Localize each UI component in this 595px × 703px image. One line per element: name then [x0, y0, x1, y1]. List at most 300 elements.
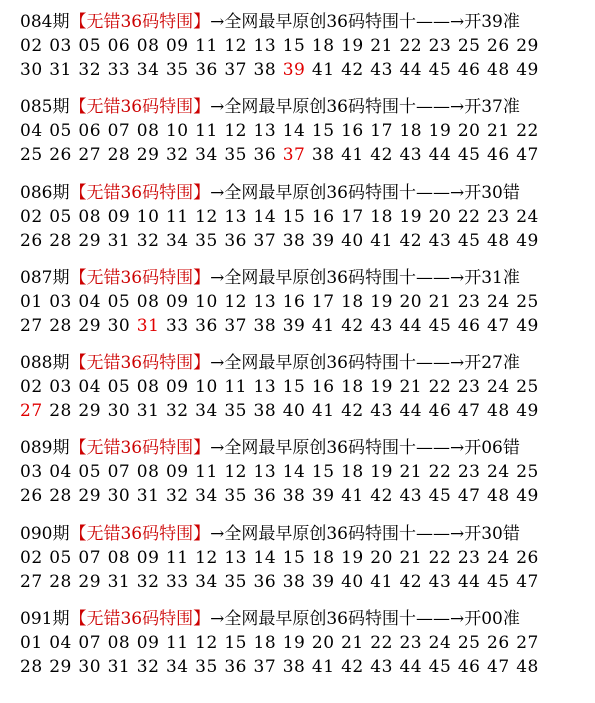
number-cell: 26 [487, 36, 510, 56]
number-cell: 31 [107, 657, 131, 677]
number-cell: 24 [516, 207, 539, 227]
number-cell: 11 [165, 207, 189, 227]
number-cell: 13 [224, 548, 247, 568]
number-cell: 32 [165, 145, 189, 165]
issue-headline: 全网最早原创36码特围十——→ [224, 97, 465, 117]
number-cell: 15 [282, 207, 306, 227]
number-cell: 01 [20, 633, 43, 653]
number-row [20, 205, 590, 229]
arrow-icon: → [210, 353, 225, 373]
number-cell: 23 [457, 377, 481, 397]
number-cell: 13 [253, 292, 277, 312]
number-cell: 14 [282, 121, 306, 141]
number-cell: 41 [341, 486, 364, 506]
arrow-icon: → [210, 12, 225, 32]
number-cell: 29 [78, 572, 102, 592]
number-cell: 43 [428, 572, 452, 592]
number-cell: 48 [487, 486, 510, 506]
number-cell: 03 [49, 292, 72, 312]
number-cell: 29 [78, 316, 102, 336]
number-cell: 38 [282, 657, 306, 677]
issue-tag: 【无错36码特围】 [69, 438, 211, 458]
number-cell: 14 [253, 548, 277, 568]
number-cell: 31 [107, 231, 131, 251]
number-cell: 41 [311, 316, 335, 336]
number-cell: 42 [399, 231, 423, 251]
number-cell: 49 [516, 401, 539, 421]
number-row [20, 655, 590, 679]
number-cell: 23 [399, 633, 423, 653]
number-row [20, 314, 590, 338]
number-cell: 19 [370, 292, 393, 312]
number-cell: 40 [282, 401, 306, 421]
number-cell: 11 [195, 462, 218, 482]
arrow-icon: → [210, 524, 225, 544]
number-cell: 07 [107, 462, 131, 482]
number-cell: 25 [516, 377, 539, 397]
number-cell: 08 [136, 292, 160, 312]
number-row [20, 460, 590, 484]
number-cell: 24 [487, 548, 510, 568]
issue-headline: 全网最早原创36码特围十——→ [224, 12, 465, 32]
number-cell: 37 [224, 316, 247, 336]
number-cell: 32 [165, 486, 189, 506]
number-cell: 12 [195, 207, 218, 227]
number-cell: 13 [253, 121, 277, 141]
issue-tag: 【无错36码特围】 [69, 609, 211, 629]
number-cell: 26 [20, 486, 43, 506]
issue-number: 088期 [20, 353, 70, 373]
number-cell: 42 [341, 401, 364, 421]
number-cell: 43 [399, 486, 423, 506]
number-cell: 46 [428, 401, 452, 421]
number-cell: 16 [341, 121, 364, 141]
issue-headline: 全网最早原创36码特围十——→ [224, 524, 465, 544]
number-cell: 11 [165, 548, 189, 568]
number-cell: 05 [49, 207, 72, 227]
number-cell: 18 [253, 633, 277, 653]
number-cell: 03 [49, 36, 72, 56]
number-cell: 19 [370, 377, 393, 397]
number-cell: 12 [224, 462, 247, 482]
number-cell: 14 [282, 462, 306, 482]
number-cell: 06 [78, 121, 102, 141]
number-cell: 38 [253, 316, 277, 336]
number-cell: 42 [399, 572, 423, 592]
number-cell: 22 [399, 36, 423, 56]
number-cell: 38 [253, 60, 277, 80]
number-cell: 34 [136, 60, 160, 80]
number-cell: 43 [370, 401, 393, 421]
number-row [20, 375, 590, 399]
issue-title [20, 607, 590, 631]
issue-block [20, 181, 590, 253]
number-cell: 15 [311, 121, 335, 141]
issue-headline: 全网最早原创36码特围十——→ [224, 438, 465, 458]
number-row [20, 229, 590, 253]
number-cell: 02 [20, 377, 43, 397]
number-row [20, 119, 590, 143]
number-cell: 21 [487, 121, 510, 141]
number-cell: 32 [78, 60, 102, 80]
number-cell: 47 [457, 401, 481, 421]
number-cell: 42 [341, 60, 364, 80]
number-cell: 39 [282, 60, 306, 80]
number-cell: 21 [399, 548, 423, 568]
number-cell: 08 [136, 462, 160, 482]
number-cell: 42 [370, 145, 393, 165]
number-cell: 23 [457, 462, 481, 482]
number-cell: 22 [457, 207, 481, 227]
number-cell: 45 [428, 657, 452, 677]
issue-title [20, 351, 590, 375]
arrow-icon: → [210, 97, 225, 117]
number-cell: 17 [341, 207, 364, 227]
number-cell: 46 [487, 145, 510, 165]
issue-tag: 【无错36码特围】 [69, 12, 211, 32]
number-cell: 49 [516, 60, 539, 80]
number-cell: 18 [311, 548, 335, 568]
number-cell: 44 [457, 572, 481, 592]
number-cell: 31 [49, 60, 72, 80]
number-cell: 47 [487, 316, 510, 336]
issue-headline: 全网最早原创36码特围十——→ [224, 183, 465, 203]
number-cell: 22 [428, 548, 452, 568]
number-cell: 21 [341, 633, 364, 653]
number-cell: 34 [195, 401, 218, 421]
number-cell: 37 [253, 231, 277, 251]
number-cell: 38 [311, 145, 335, 165]
number-cell: 09 [165, 462, 189, 482]
number-cell: 20 [311, 633, 335, 653]
number-cell: 16 [311, 207, 335, 227]
number-cell: 07 [78, 548, 102, 568]
number-cell: 29 [78, 231, 102, 251]
number-cell: 22 [428, 377, 452, 397]
number-cell: 37 [253, 657, 277, 677]
number-cell: 38 [282, 231, 306, 251]
number-cell: 39 [311, 231, 335, 251]
issue-tag: 【无错36码特围】 [69, 268, 211, 288]
number-cell: 31 [136, 316, 160, 336]
number-cell: 36 [224, 231, 247, 251]
issue-number: 086期 [20, 183, 70, 203]
number-cell: 36 [253, 572, 277, 592]
number-cell: 42 [341, 316, 364, 336]
number-cell: 41 [311, 60, 335, 80]
issue-headline: 全网最早原创36码特围十——→ [224, 609, 465, 629]
number-cell: 32 [136, 657, 160, 677]
number-cell: 26 [49, 145, 72, 165]
number-cell: 37 [282, 145, 306, 165]
number-cell: 05 [78, 36, 102, 56]
issue-headline: 全网最早原创36码特围十——→ [224, 353, 465, 373]
number-cell: 12 [224, 292, 247, 312]
issue-number: 084期 [20, 12, 70, 32]
issue-title [20, 522, 590, 546]
number-cell: 02 [20, 207, 43, 227]
number-cell: 18 [311, 36, 335, 56]
number-cell: 22 [428, 462, 452, 482]
number-cell: 01 [20, 292, 43, 312]
number-cell: 30 [107, 401, 131, 421]
number-cell: 34 [195, 145, 218, 165]
number-cell: 20 [399, 292, 423, 312]
number-cell: 38 [282, 572, 306, 592]
number-cell: 35 [224, 572, 247, 592]
issue-result: 开39准 [464, 12, 520, 32]
number-cell: 18 [341, 377, 364, 397]
number-cell: 02 [20, 548, 43, 568]
number-cell: 41 [311, 657, 335, 677]
number-cell: 46 [457, 657, 481, 677]
arrow-icon: → [210, 609, 225, 629]
number-cell: 47 [457, 486, 481, 506]
number-cell: 35 [224, 145, 247, 165]
issue-title [20, 436, 590, 460]
number-cell: 31 [136, 401, 160, 421]
number-row [20, 570, 590, 594]
number-cell: 15 [282, 377, 306, 397]
issue-tag: 【无错36码特围】 [69, 524, 211, 544]
number-cell: 15 [224, 633, 247, 653]
number-cell: 29 [49, 657, 72, 677]
number-cell: 05 [49, 121, 72, 141]
number-cell: 33 [165, 316, 189, 336]
number-cell: 37 [224, 60, 247, 80]
number-cell: 28 [107, 145, 131, 165]
number-cell: 21 [428, 292, 452, 312]
number-cell: 43 [428, 231, 452, 251]
number-row [20, 34, 590, 58]
issue-block [20, 436, 590, 508]
number-cell: 39 [311, 486, 335, 506]
number-cell: 33 [165, 572, 189, 592]
issue-result: 开00准 [464, 609, 520, 629]
number-cell: 47 [487, 657, 510, 677]
number-cell: 19 [341, 548, 364, 568]
number-cell: 41 [341, 145, 364, 165]
issue-number: 085期 [20, 97, 70, 117]
number-row [20, 484, 590, 508]
number-cell: 09 [136, 633, 160, 653]
number-cell: 26 [516, 548, 539, 568]
number-cell: 28 [49, 231, 72, 251]
number-cell: 41 [370, 231, 393, 251]
number-cell: 22 [516, 121, 539, 141]
number-cell: 04 [49, 633, 72, 653]
number-cell: 16 [311, 377, 335, 397]
number-cell: 04 [78, 292, 102, 312]
number-cell: 22 [370, 633, 393, 653]
number-cell: 20 [428, 207, 452, 227]
number-cell: 34 [195, 572, 218, 592]
issue-title [20, 10, 590, 34]
number-cell: 45 [487, 572, 510, 592]
number-cell: 25 [516, 462, 539, 482]
number-cell: 36 [224, 657, 247, 677]
number-cell: 04 [20, 121, 43, 141]
number-cell: 35 [224, 401, 247, 421]
issue-number: 091期 [20, 609, 70, 629]
number-cell: 07 [78, 633, 102, 653]
number-cell: 29 [78, 486, 102, 506]
number-cell: 25 [457, 633, 481, 653]
arrow-icon: → [210, 183, 225, 203]
number-cell: 44 [399, 657, 423, 677]
number-cell: 11 [195, 121, 218, 141]
number-cell: 13 [253, 36, 277, 56]
number-cell: 12 [195, 548, 218, 568]
number-cell: 47 [516, 145, 539, 165]
issue-result: 开30错 [464, 183, 520, 203]
number-cell: 30 [107, 316, 131, 336]
issue-result: 开06错 [464, 438, 520, 458]
number-cell: 42 [341, 657, 364, 677]
number-cell: 26 [487, 633, 510, 653]
number-cell: 19 [341, 36, 364, 56]
number-cell: 15 [282, 548, 306, 568]
number-cell: 24 [487, 462, 510, 482]
number-cell: 08 [136, 377, 160, 397]
number-cell: 27 [20, 316, 43, 336]
number-cell: 29 [516, 36, 539, 56]
number-cell: 04 [78, 377, 102, 397]
number-cell: 18 [399, 121, 423, 141]
number-cell: 08 [136, 121, 160, 141]
number-cell: 48 [487, 231, 510, 251]
number-cell: 18 [370, 207, 393, 227]
number-cell: 09 [136, 548, 160, 568]
number-cell: 28 [49, 486, 72, 506]
number-cell: 23 [487, 207, 510, 227]
number-row [20, 143, 590, 167]
number-cell: 31 [136, 486, 160, 506]
issue-tag: 【无错36码特围】 [69, 183, 211, 203]
number-cell: 36 [195, 316, 218, 336]
number-cell: 21 [399, 377, 423, 397]
number-cell: 28 [49, 316, 72, 336]
number-cell: 12 [224, 36, 247, 56]
number-cell: 25 [516, 292, 539, 312]
number-cell: 09 [165, 292, 189, 312]
number-cell: 45 [428, 60, 452, 80]
number-cell: 08 [107, 633, 131, 653]
number-cell: 36 [253, 145, 277, 165]
number-cell: 11 [224, 377, 247, 397]
number-cell: 09 [165, 36, 189, 56]
issue-headline: 全网最早原创36码特围十——→ [224, 268, 465, 288]
number-cell: 30 [20, 60, 43, 80]
number-cell: 49 [516, 231, 539, 251]
number-cell: 28 [49, 572, 72, 592]
number-cell: 43 [370, 316, 393, 336]
number-row [20, 399, 590, 423]
number-cell: 18 [341, 462, 364, 482]
number-cell: 28 [49, 401, 72, 421]
number-cell: 44 [399, 60, 423, 80]
number-cell: 48 [487, 60, 510, 80]
number-cell: 36 [253, 486, 277, 506]
number-cell: 35 [195, 231, 218, 251]
number-cell: 17 [370, 121, 393, 141]
number-cell: 19 [399, 207, 423, 227]
number-cell: 14 [253, 207, 277, 227]
number-cell: 03 [49, 377, 72, 397]
number-cell: 11 [165, 633, 189, 653]
number-cell: 29 [136, 145, 160, 165]
number-cell: 27 [78, 145, 102, 165]
number-cell: 04 [49, 462, 72, 482]
number-cell: 32 [165, 401, 189, 421]
number-cell: 41 [311, 401, 335, 421]
number-cell: 47 [516, 572, 539, 592]
number-cell: 05 [78, 462, 102, 482]
number-row [20, 546, 590, 570]
number-cell: 27 [516, 633, 539, 653]
number-cell: 09 [107, 207, 131, 227]
number-cell: 40 [341, 231, 364, 251]
number-cell: 45 [428, 316, 452, 336]
number-cell: 27 [20, 401, 43, 421]
number-cell: 10 [195, 292, 218, 312]
number-cell: 02 [20, 36, 43, 56]
number-cell: 18 [341, 292, 364, 312]
number-cell: 44 [399, 401, 423, 421]
number-row [20, 290, 590, 314]
number-cell: 38 [253, 401, 277, 421]
number-cell: 24 [428, 633, 452, 653]
number-cell: 15 [311, 462, 335, 482]
issue-title [20, 95, 590, 119]
number-cell: 30 [107, 486, 131, 506]
number-cell: 36 [195, 60, 218, 80]
number-cell: 17 [311, 292, 335, 312]
number-cell: 12 [195, 633, 218, 653]
issue-result: 开37准 [464, 97, 520, 117]
number-cell: 20 [457, 121, 481, 141]
number-cell: 35 [195, 657, 218, 677]
number-cell: 26 [20, 231, 43, 251]
number-cell: 34 [195, 486, 218, 506]
number-cell: 40 [341, 572, 364, 592]
issue-title [20, 181, 590, 205]
number-cell: 43 [399, 145, 423, 165]
number-cell: 06 [107, 36, 131, 56]
issue-tag: 【无错36码特围】 [69, 353, 211, 373]
number-cell: 43 [370, 60, 393, 80]
number-cell: 23 [428, 36, 452, 56]
number-cell: 10 [165, 121, 189, 141]
number-cell: 13 [253, 462, 277, 482]
number-cell: 44 [399, 316, 423, 336]
number-cell: 46 [457, 60, 481, 80]
issue-block [20, 351, 590, 423]
number-cell: 19 [370, 462, 393, 482]
number-cell: 27 [20, 572, 43, 592]
arrow-icon: → [210, 438, 225, 458]
number-cell: 35 [224, 486, 247, 506]
number-cell: 33 [107, 60, 131, 80]
number-cell: 31 [107, 572, 131, 592]
issue-result: 开30错 [464, 524, 520, 544]
issue-block [20, 95, 590, 167]
number-cell: 15 [282, 36, 306, 56]
issue-block [20, 607, 590, 679]
number-cell: 13 [224, 207, 247, 227]
issue-number: 089期 [20, 438, 70, 458]
number-cell: 35 [165, 60, 189, 80]
